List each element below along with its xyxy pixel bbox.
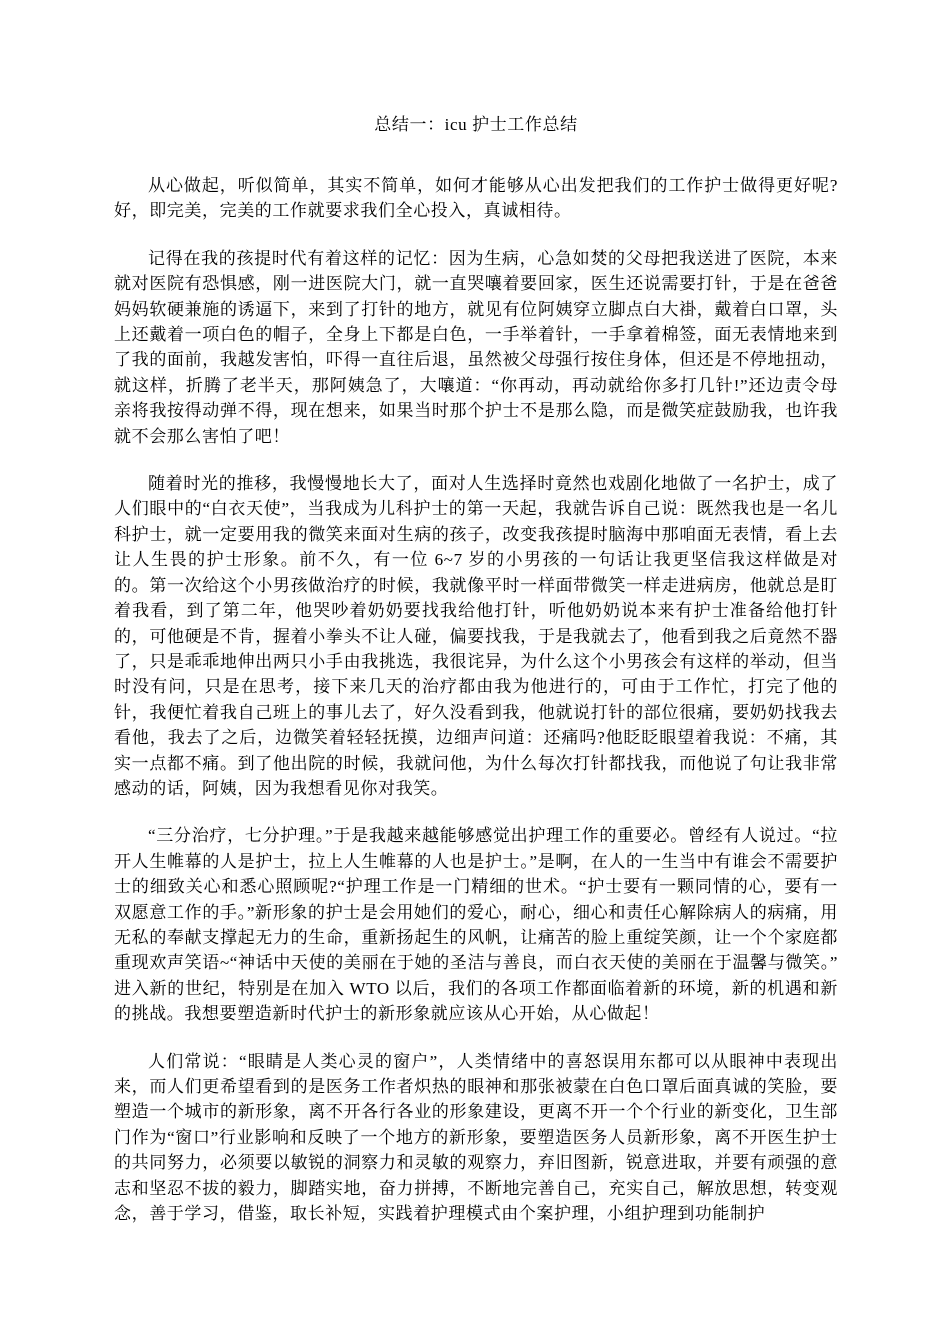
paragraph-intro: 从心做起，听似简单，其实不简单，如何才能够从心出发把我们的工作护士做得更好呢?好，即完美，完美的工作就要求我们全心投入，真诚相待。 (114, 176, 838, 221)
paragraph-childhood-memory: 记得在我的孩提时代有着这样的记忆：因为生病，心急如焚的父母把我送进了医院，本来就对医院有恐惧感，刚一进医院大门，就一直哭嚷着要回家，医生还说需要打针，于是在爸爸妈妈软硬兼施的诱逼下，来到了打针的地方，就见有位阿姨穿立脚点白大褂，戴着白口罩，头上还戴着一项白色的帽子，全身上下都是白色，一手举着针，一手拿着棉签，面无表情地来到了我的面前，我越发害怕，吓得一直往后退，虽然被父母强行按住身体，但还是不停地扭动，就这样，折腾了老半天，那阿姨急了，大嚷道：“你再动，再动就给你多打几针!”还边责令母亲将我按得动弹不得，现在想来，如果当时那个护士不是那么隐，而是微笑症鼓励我，也许我就不会那么害怕了吧！ (114, 248, 838, 446)
page-title: 总结一：icu 护士工作总结 (374, 115, 578, 134)
paragraph-nursing-importance: “三分治疗，七分护理。”于是我越来越能够感觉出护理工作的重要必。曾经有人说过。“拉开人生帷幕的人是护士，拉上人生帷幕的人也是护士。”是啊，在人的一生当中有谁会不需要护士的细致关心和悉心照顾呢?“护理工作是一门精细的世术。“护士要有一颗同情的心，要有一双愿意工作的手。”新形象的护士是会用她们的爱心，耐心，细心和责任心解除病人的病痛，用无私的奉献支撑起无力的生命，重新扬起生的风帆，让痛苦的脸上重绽笑颜，让一个个家庭都重现欢声笑语~“神话中天使的美丽在于她的圣洁与善良，而白衣天使的美丽在于温馨与微笑。”进入新的世纪，特别是在加入 WTO 以后，我们的各项工作都面临着新的环境，新的机遇和新的挑战。我想要塑造新时代护士的新形象就应该从心开始，从心做起！ (114, 826, 838, 1024)
paragraph-becoming-nurse: 随着时光的推移，我慢慢地长大了，面对人生选择时竟然也戏剧化地做了一名护士，成了人们眼中的“白衣天使”，当我成为儿科护士的第一天起，我就告诉自己说：既然我也是一名儿科护士，就一定要用我的微笑来面对生病的孩子，改变我孩提时脑海中那咱面无表情，看上去让人生畏的护士形象。前不久，有一位 6~7 岁的小男孩的一句话让我更坚信我这样做是对的。第一次给这个小男孩做治疗的时候，我就像平时一样面带微笑一样走进病房，他就总是盯着我看，到了第二年，他哭吵着奶奶要找我给他打针，听他奶奶说本来有护士准备给他打针的，可他硬是不肯，握着小拳头不让人碰，偏要找我，于是我就去了，他看到我之后竟然不器了，只是乖乖地伸出两只小手由我挑选，我很诧异，为什么这个小男孩会有这样的举动，但当时没有问，只是在思考，接下来几天的治疗都由我为他进行的，可由于工作忙，打完了他的针，我便忙着我自己班上的事儿去了，好久没看到我，他就说打针的部位很痛，要奶奶找我去看他，我去了之后，边微笑着轻轻抚摸，边细声问道：还痛吗?他眨眨眼望着我说：不痛，其实一点都不痛。到了他出院的时候，我就问他，为什么每次打针都找我，而他说了句让我非常感动的话，阿姨，因为我想看见你对我笑。 (114, 474, 838, 798)
paragraph-new-image: 人们常说：“眼睛是人类心灵的窗户”，人类情绪中的喜怒误用东都可以从眼神中表现出来，而人们更希望看到的是医务工作者炽热的眼神和那张被蒙在白色口罩后面真诚的笑脸，要塑造一个城市的新形象，离不开各行各业的形象建设，更离不开一个个行业的新变化，卫生部门作为“窗口”行业影响和反映了一个地方的新形象，要塑造医务人员新形象，离不开医生护士的共同努力，必须要以敏锐的洞察力和灵敏的观察力，弃旧图新，锐意进取，并要有顽强的意志和坚忍不拔的毅力，脚踏实地，奋力拼搏，不断地完善自己，充实自己，解放思想，转变观念，善于学习，借鉴，取长补短，实践着护理模式由个案护理，小组护理到功能制护 (114, 1051, 838, 1224)
